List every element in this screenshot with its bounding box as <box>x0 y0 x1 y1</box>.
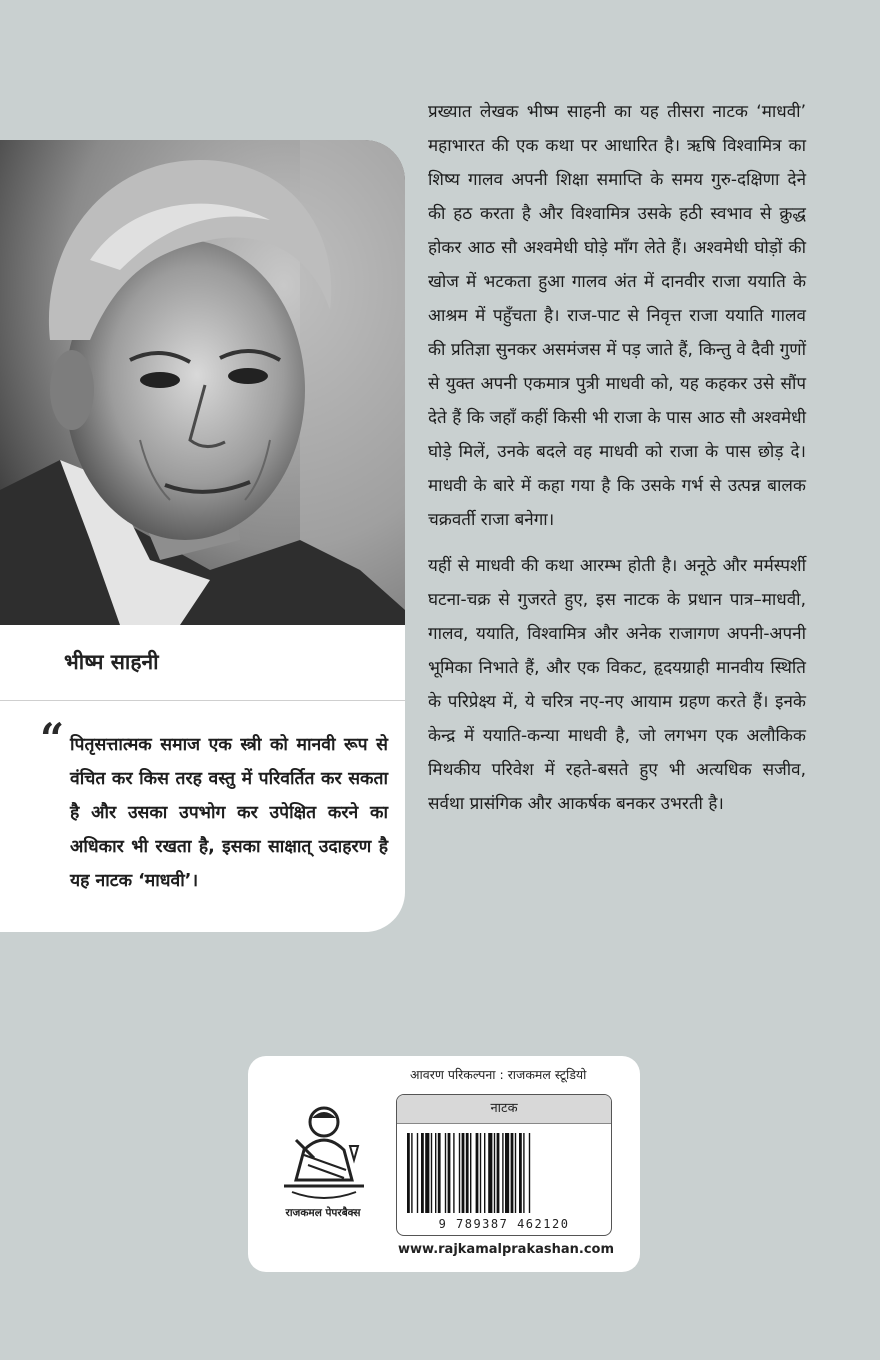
blurb-paragraph-2: यहीं से माधवी की कथा आरम्भ होती है। अनूठे और मर्मस्पर्शी घटना-चक्र से गुजरते हुए, इस नाटक के प्रधान पात्र–माधवी, गालव, ययाति, विश्वामित्र और अनेक राजागण अपनी-अपनी भूमिका निभाते हैं, और एक विकट, हृदयग्राही मानवीय स्थिति के परिप्रेक्ष्य में, ये चरित्र नए-नए आयाम ग्रहण करते हैं। इनके केन्द्र में ययाति-कन्या माधवी है, जो लगभग एक अलौकिक मिथकीय परिवेश में रहते-बसते हुए भी अत्यधिक सजीव, सर्वथा प्रासंगिक और आकर्षक बनकर उभरती है। <box>428 556 806 814</box>
author-name: भीष्म साहनी <box>64 650 159 674</box>
publisher-website: www.rajkamalprakashan.com <box>398 1242 615 1257</box>
cover-credit: आवरण परिकल्पना : राजकमल स्टूडियो <box>410 1067 587 1082</box>
isbn-number: 9 789387 462120 <box>438 1217 570 1231</box>
logo-caption: राजकमल पेपरबैक्स <box>285 1207 361 1219</box>
barcode-bars <box>407 1133 601 1213</box>
author-panel <box>0 140 405 932</box>
author-quote: पितृसत्तात्मक समाज एक स्त्री को मानवी रूप से वंचित कर किस तरह वस्तु में परिवर्तित कर सकता है और उसका उपभोग कर उपेक्षित करने का अधिकार भी रखता है, इसका साक्षात् उदाहरण है यह नाटक ‘माधवी’। <box>70 735 388 891</box>
divider <box>0 700 405 701</box>
author-photo <box>0 140 405 625</box>
barcode <box>396 1094 612 1236</box>
book-blurb <box>428 95 806 833</box>
blurb-paragraph-1: प्रख्यात लेखक भीष्म साहनी का यह तीसरा नाटक ‘माधवी’ महाभारत की एक कथा पर आधारित है। ऋषि विश्वामित्र का शिष्य गालव अपनी शिक्षा समाप्ति के समय गुरु-दक्षिणा देने की हठ करता है और विश्वामित्र उसके हठी स्वभाव से क्रुद्ध होकर आठ सौ अश्वमेधी घोड़े माँग लेते हैं। अश्वमेधी घोड़ों की खोज में भटकता हुआ गालव अंत में दानवीर राजा ययाति के आश्रम में पहुँचता है। राज-पाट से निवृत्त राजा ययाति गालव की प्रतिज्ञा सुनकर असमंजस में पड़ जाते हैं, किन्तु वे दैवी गुणों से युक्त अपनी एकमात्र पुत्री माधवी को, यह कहकर उसे सौंप देते हैं कि जहाँ कहीं किसी भी राजा के पास आठ सौ अश्वमेधी घोड़े मिलें, उनके बदले वह माधवी को राजा के पास छोड़ दे। माधवी के बारे में कहा गया है कि उसके गर्भ से उत्पन्न बालक चक्रवर्ती राजा बनेगा। <box>428 102 806 530</box>
quote-mark-icon: “ <box>40 714 65 763</box>
publisher-box <box>248 1056 640 1272</box>
genre-label: नाटक <box>397 1095 611 1124</box>
